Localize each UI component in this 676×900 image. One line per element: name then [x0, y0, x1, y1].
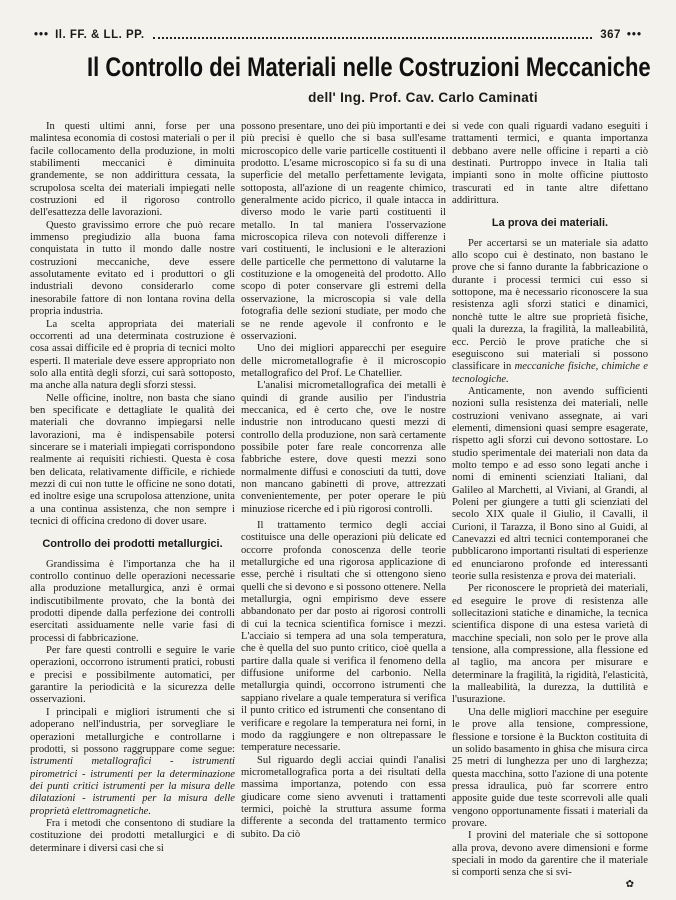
journal-section: Il. FF. & LL. PP.	[55, 29, 145, 41]
column-1	[30, 121, 235, 891]
paragraph: si vede con quali riguardi vadano eseguiti i trattamenti termici, e quanta importanza debbano avere nelle officine i reparti a ciò destinati. Purtroppo invece in Italia tali impianti sono in molte officine piuttosto trascurati ed in tante altre difettano addirittura.	[452, 121, 648, 207]
paragraph: Fra i metodi che consentono di studiare la costituzione dei prodotti metallurgici e di determinare i diversi casi che si	[30, 817, 235, 854]
header-trail-dots: •••	[626, 29, 642, 41]
paragraph: Grandissima è l'importanza che ha il controllo continuo delle operazioni necessarie alla produzione metallurgica, anzi è ormai indiscutibilmente provato, che la bontà dei prodotti dipende dalla perfezione dei controlli esercitati assiduamente nelle varie fasi di processi di fabbricazione.	[30, 558, 235, 644]
paragraph: Per fare questi controlli e seguire le varie operazioni, occorrono istrumenti pratici, robusti e precisi e possibilmente automatici, per garantire la periodicità e la sicurezza delle osservazioni.	[30, 645, 235, 706]
running-header	[34, 26, 642, 44]
article-title: Il Controllo dei Materiali nelle Costruzioni Meccaniche	[86, 52, 651, 82]
paragraph: Una delle migliori macchine per eseguire le prove alla tensione, compressione, flessione e torsione è la Buckton costituita di un solido basamento in ghisa che misura circa 25 metri di lunghezza per uno di larghezza; questa macchina, sotto l'azione di una potente pressa idraulica, può far scorrere entro apposite guide due teste scorrevoli alle quali vengono opportunamente fissati i materiali da provare.	[452, 706, 648, 829]
column-2	[241, 121, 446, 891]
paragraph: Sul riguardo degli acciai quindi l'analisi micrometallografica porta a dei risultati della massima importanza, potendo con essa giudicare come sieno avvenuti i trattamenti termici, poichè la struttura assume forma differente a seconda del trattamento termico subito. Da ciò	[241, 754, 446, 840]
paragraph: Per riconoscere le proprietà dei materiali, ed eseguire le prove di resistenza alle sollecitazioni statiche e dinamiche, la tecnica scientifica dispone di una estesa varietà di macchine speciali, non solo per le prove alla tensione, alla compressione, alla flessione ed al taglio, ma ancora per misurare e determinare la fragilità, la rigidità, l'elasticità, la malleabilità, la durezza, la duttilità e l'usurazione.	[452, 583, 648, 706]
paragraph: La scelta appropriata dei materiali occorrenti ad una determinata costruzione è cosa assai difficile ed è propria di tecnici molto esperti. Il materiale deve essere appropriato non solo alla entità degli sforzi, cui sarà sottoposto, ma anche alla natura degli sforzi stessi.	[30, 318, 235, 392]
paragraph: Anticamente, non avendo sufficienti nozioni sulla resistenza dei materiali, nelle costruzioni venivano assegnate, ai vari elementi, dimensioni quasi sempre esagerate, rispetto agli sforzi cui devono sottostare. Lo studio sperimentale dei materiali non data da molto tempo e ad esso sono legati anche i nomi di eminenti scienziati Italiani, dal Galileo al Marchetti, al Viviani, al Grandi, al Poleni per giungere a tutti gli scienziati del secolo XIX quale il Giulio, il Cavalli, il Curioni, il Tarazza, il Bono sino al Guidi, al Canevazzi ed altri tecnici contemporanei che pubblicarono importanti risultati di esperienze ed enunciarono profonde ed interessanti teorie sulla resistenza e prova dei materiali.	[452, 385, 648, 583]
paragraph	[452, 238, 648, 386]
paragraph: L'analisi micrometallografica dei metalli è quindi di grande ausilio per l'industria meccanica, ed è certo che, ove le nostre industrie non introducano questi mezzi di controllo della produzione, non sarà certamente possibile poter fare reale concorrenza alle fabbriche estere, dove questi mezzi sono normalmente diffusi e conosciuti da tutti, dove non mancano gabinetti di prove, attrezzati convenientemente, per poter operare le più minuziose ricerche ed i più rigorosi controlli.	[241, 380, 446, 515]
paragraph: Questo gravissimo errore che può recare immenso pregiudizio alla buona fama conquistata in tutto il mondo dalle nostre costruzioni meccaniche, deve essere assolutamente evitato ed i produttori o gli industriali devono considerarlo come inesorabile fattore di non lontana rovina della propria industria.	[30, 219, 235, 318]
header-lead-dots: •••	[34, 29, 50, 41]
paragraph: Nelle officine, inoltre, non basta che siano ben specificate e dettagliate le qualità dei materiali che dovranno impiegarsi nelle lavorazioni, ma è indispensabile potersi sincerare se i materiali impiegati corrispondono realmente ai requisiti richiesti. Questa è cosa ben delicata, relativamente difficile, e richiede mezzi di cui non tutte le officine ne sono dotati, ed inoltre esige una scrupolosa attenzione, unita a una continua assistenza, che non sempre i tecnici di officina credono di dover usare.	[30, 392, 235, 527]
article-byline: dell' Ing. Prof. Cav. Carlo Caminati	[308, 90, 538, 105]
paragraph-text: I principali e migliori istrumenti che si adoperano nell'industria, per sorvegliare le operazioni metallurgiche e controllarne i prodotti, si possono raggruppare come segue:	[30, 706, 235, 755]
page-number: 367	[600, 29, 621, 41]
section-heading: La prova dei materiali.	[491, 217, 609, 230]
paragraph: I provini del materiale che si sottopone alla prova, devono avere dimensioni e forme speciali in modo da garentire che il materiale si comporti senza che si svi-	[452, 830, 648, 879]
paragraph-italic-text: istrumenti metallografici - istrumenti pirometrici - istrumenti per la determinazione dei punti critici istrumenti per la misura delle dilatazioni - istrumenti per la misura delle proprietà elettromagnetiche.	[30, 756, 235, 817]
header-dot-leader	[153, 31, 593, 39]
section-heading: Controllo dei prodotti metallurgici.	[42, 538, 223, 551]
paragraph-text: Per accertarsi se un materiale sia adatto allo scopo cui è destinato, non bastano le prove che si fanno durante la fabbricazione o durante i processi termici cui esso si sottopone, ma è necessario riconoscere la sua resistenza agli sforzi statici e dinamici, nonchè tutte le altre sue proprietà fisiche, quali la durezza, la fragilità, la malleabilità, ecc. Perciò le prove pratiche che si eseguiscono sui materiali si possono classificare in	[452, 237, 648, 373]
column-3	[452, 121, 648, 891]
paragraph: In questi ultimi anni, forse per una malintesa economia di costosi materiali o per il facile collocamento della produzione, in molti stabilimenti meccanici è diminuita grandemente, se non addirittura cessata, la scrupolosa scelta dei materiali impiegati nelle costruzioni ed il rigoroso controllo dell'esattezza delle lavorazioni.	[30, 121, 235, 219]
ornament-icon: ✿	[625, 879, 634, 890]
paragraph-italic-text: meccaniche fisiche, chimiche e tecnologiche.	[452, 361, 648, 385]
paragraph: possono presentare, uno dei più importanti e dei più precisi è quello che si basa sull'esame microscopico delle varie particelle costituenti il prodotto. L'esame microscopico si fa su di una superficie del metallo perfettamente levigata, sottoposta, all'azione di un reagente chimico, generalmente acido picrico, il quale intacca in diverso modo le varie parti costituenti il metallo. In tal maniera l'osservazione microscopica rileva con notevoli differenze i vari costituenti, le inclusioni e le alterazioni delle particelle che permettono di valutarne la costituzione e la omogeneità del prodotto. Allo scopo di poter conservare gli estremi della osservazione, la microscopia si vale della fotografia delle sezioni studiate, per modo che se ne rende agevole il confronto e le osservazioni.	[241, 121, 446, 342]
paragraph	[30, 707, 235, 818]
paragraph: Il trattamento termico degli acciai costituisce una delle operazioni più delicate ed occorre profonda conoscenza delle teorie metallurgiche ed una rigorosa applicazione di esse, perchè i risultati che si ottengono sieno quelli che si devono e si possono ottenere. Nella metallurgia, ogni empirismo deve essere abbandonato per dar posto ai rigorosi controlli di cui la tecnica scientifica fornisce i mezzi. L'acciaio si tempera ad una sola temperatura, che è quella del suo punto critico, cioè quella a partire dalla quale si verifica il fenomeno della diffusione uniforme del carbonio. Nella metallurgia quindi, occorrono istrumenti che sappiano rivelare a quale temperatura si verifica il punto critico ed istrumenti che consentano di verificare e regolare la temperatura nei forni, in modo da raggiungere e non oltrepassare le temperature necessarie.	[241, 520, 446, 754]
paragraph: Uno dei migliori apparecchi per eseguire delle micrometallografie è il microscopio metallografico del Prof. Le Chatellier.	[241, 343, 446, 379]
